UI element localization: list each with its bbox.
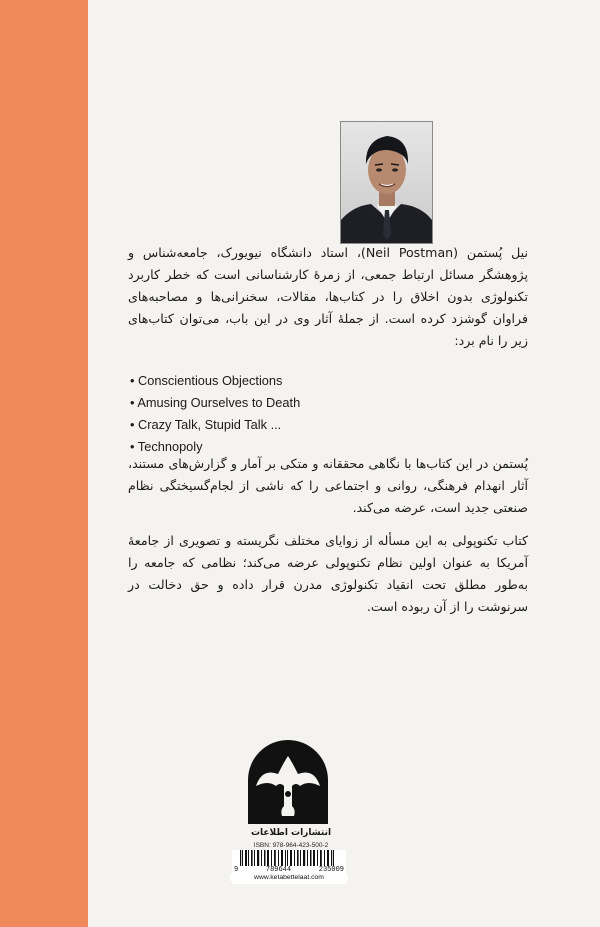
book-list-item: • Amusing Ourselves to Death bbox=[130, 395, 301, 410]
barcode-digit-group: 789644 bbox=[265, 866, 292, 874]
publisher-emblem-icon bbox=[238, 734, 338, 824]
barcode-digit-group: 9 bbox=[234, 866, 239, 874]
barcode-digit-group: 235009 bbox=[318, 866, 344, 874]
book-list-item: • Crazy Talk, Stupid Talk ... bbox=[130, 417, 282, 432]
isbn-number: ISBN: 978-964-423-500-2 bbox=[253, 842, 329, 849]
author-bio-paragraph: نیل پُستمن (Neil Postman)، استاد دانشگاه نیویورک، جامعه‌شناس و پژوهشگر مسائل ارتباط جمعی، از زمرهٔ کارشناسانی است که خطر کاربرد تکنولوژی بدون اخلاق را در کتاب‌ها، مقالات، سخنرانی‌ها و مصاحبه‌های فراوان گوشزد کرده است. از جملهٔ آثار وی در این باب، می‌توان کتاب‌های زیر را نام برد: bbox=[128, 245, 528, 348]
book-summary-paragraph: کتاب تکنوپولی به این مسأله از زوایای مختلف نگریسته و تصویری از جامعهٔ آمریکا به عنوان اولین نظام تکنوپولی عرضه می‌کند؛ نظامی که جامعه را به‌طور مطلق تحت انقیاد تکنولوژی مدرن قرار داده و حق دخالت در سرنوشت را از آن ربوده است. bbox=[128, 533, 528, 614]
publisher-logo bbox=[238, 734, 338, 824]
author-photo bbox=[340, 121, 433, 244]
barcode-digits bbox=[234, 866, 344, 874]
book-list bbox=[130, 370, 370, 458]
publisher-website: www.ketabettelaat.com bbox=[230, 874, 348, 881]
book-list-item: • Technopoly bbox=[130, 439, 203, 454]
book-spine bbox=[0, 0, 88, 927]
author-portrait-icon bbox=[341, 122, 432, 243]
book-list-item: • Conscientious Objections bbox=[130, 373, 283, 388]
publisher-name: انتشارات اطلاعات bbox=[250, 828, 332, 838]
description-paragraph: پُستمن در این کتاب‌ها با نگاهی محققانه و متکی بر آمار و گزارش‌های مستند، آثار انهدام فرهنگی، روانی و اجتماعی را که ناشی از لجام‌گسیختگی نظام صنعتی جدید است، عرضه می‌کند. bbox=[128, 456, 528, 515]
